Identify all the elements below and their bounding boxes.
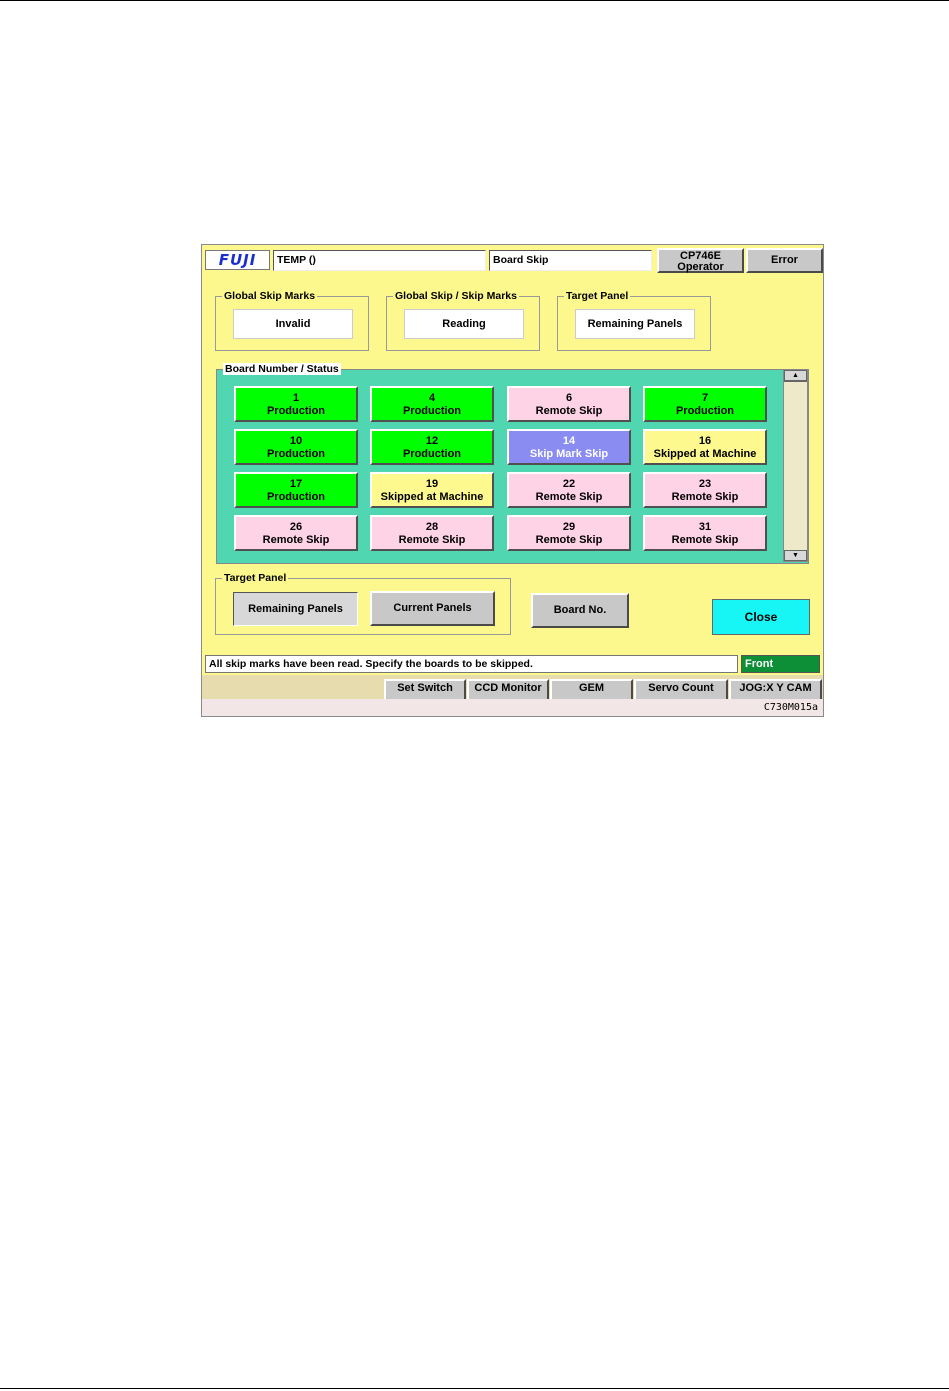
global-skip-marks-label: Global Skip Marks (224, 290, 316, 302)
ccd-monitor-button[interactable]: CCD Monitor (467, 679, 549, 702)
scroll-thumb[interactable] (784, 381, 807, 382)
scroll-down-arrow-icon[interactable]: ▼ (784, 550, 807, 561)
board-tile-10[interactable] (234, 429, 358, 465)
global-skip-skip-marks-value: Reading (404, 309, 524, 339)
fuji-logo: FUJI (205, 250, 270, 270)
board-status: Production (266, 448, 326, 460)
board-status: Remote Skip (535, 405, 603, 417)
board-status: Remote Skip (671, 491, 739, 503)
board-tile-31[interactable] (643, 515, 767, 551)
function-bar (202, 675, 823, 699)
board-tile-16[interactable] (643, 429, 767, 465)
close-button[interactable]: Close (712, 599, 810, 635)
jog-xy-cam-button[interactable]: JOG:X Y CAM (729, 679, 822, 702)
board-status: Production (675, 405, 735, 417)
board-number: 29 (562, 521, 576, 533)
board-status-area (216, 363, 809, 564)
board-tile-26[interactable] (234, 515, 358, 551)
board-tile-17[interactable] (234, 472, 358, 508)
board-status: Remote Skip (671, 534, 739, 546)
remaining-panels-button[interactable]: Remaining Panels (233, 592, 358, 626)
global-skip-skip-marks-label: Global Skip / Skip Marks (395, 290, 517, 302)
target-panel-group (215, 572, 511, 635)
current-panels-button[interactable]: Current Panels (370, 591, 495, 626)
board-status: Skipped at Machine (380, 491, 484, 503)
target-panel-top-label: Target Panel (566, 290, 629, 302)
board-status: Remote Skip (535, 534, 603, 546)
board-status: Production (402, 448, 462, 460)
board-number: 14 (562, 435, 576, 447)
scroll-up-arrow-icon[interactable]: ▲ (784, 370, 807, 381)
board-tile-1[interactable] (234, 386, 358, 422)
front-indicator: Front (741, 655, 820, 673)
board-number: 4 (428, 392, 436, 404)
target-panel-top-value: Remaining Panels (575, 309, 695, 339)
target-panel-label: Target Panel (224, 572, 287, 584)
board-scrollbar[interactable] (783, 369, 808, 562)
board-tile-14[interactable] (507, 429, 631, 465)
error-button[interactable]: Error (746, 248, 823, 273)
board-number: 16 (698, 435, 712, 447)
board-number: 26 (289, 521, 303, 533)
board-no-button[interactable]: Board No. (531, 593, 629, 628)
target-panel-top-group (557, 290, 711, 351)
board-status: Production (266, 405, 326, 417)
board-status: Production (402, 405, 462, 417)
board-tile-28[interactable] (370, 515, 494, 551)
board-tile-29[interactable] (507, 515, 631, 551)
board-tile-7[interactable] (643, 386, 767, 422)
gem-button[interactable]: GEM (550, 679, 633, 702)
page-bottom-rule (0, 1388, 949, 1389)
status-message: All skip marks have been read. Specify the boards to be skipped. (205, 655, 738, 673)
servo-count-button[interactable]: Servo Count (634, 679, 728, 702)
page-top-rule (0, 0, 949, 1)
board-number: 28 (425, 521, 439, 533)
board-number: 10 (289, 435, 303, 447)
set-switch-button[interactable]: Set Switch (384, 679, 466, 702)
board-number: 31 (698, 521, 712, 533)
figure-id: C730M015a (202, 699, 823, 716)
board-status: Remote Skip (262, 534, 330, 546)
global-skip-marks-value: Invalid (233, 309, 353, 339)
global-skip-marks-group (215, 290, 369, 351)
board-status-label: Board Number / Status (225, 363, 339, 375)
operator-mode: Operator (677, 261, 724, 273)
board-number: 7 (701, 392, 709, 404)
board-status: Skip Mark Skip (529, 448, 609, 460)
board-tile-19[interactable] (370, 472, 494, 508)
board-skip-screen (201, 244, 824, 717)
board-tile-22[interactable] (507, 472, 631, 508)
board-tile-12[interactable] (370, 429, 494, 465)
recipe-field: TEMP () (273, 250, 486, 271)
board-status: Remote Skip (535, 491, 603, 503)
board-number: 1 (292, 392, 300, 404)
board-status: Remote Skip (398, 534, 466, 546)
board-number: 12 (425, 435, 439, 447)
board-tile-23[interactable] (643, 472, 767, 508)
board-number: 6 (565, 392, 573, 404)
board-number: 22 (562, 478, 576, 490)
board-number: 19 (425, 478, 439, 490)
board-tile-6[interactable] (507, 386, 631, 422)
screen-title-field: Board Skip (489, 250, 652, 271)
board-status: Production (266, 491, 326, 503)
board-number: 23 (698, 478, 712, 490)
board-tile-4[interactable] (370, 386, 494, 422)
machine-operator-button[interactable] (657, 248, 744, 273)
machine-model: CP746E (680, 250, 721, 262)
board-number: 17 (289, 478, 303, 490)
board-status: Skipped at Machine (653, 448, 757, 460)
global-skip-skip-marks-group (386, 290, 540, 351)
